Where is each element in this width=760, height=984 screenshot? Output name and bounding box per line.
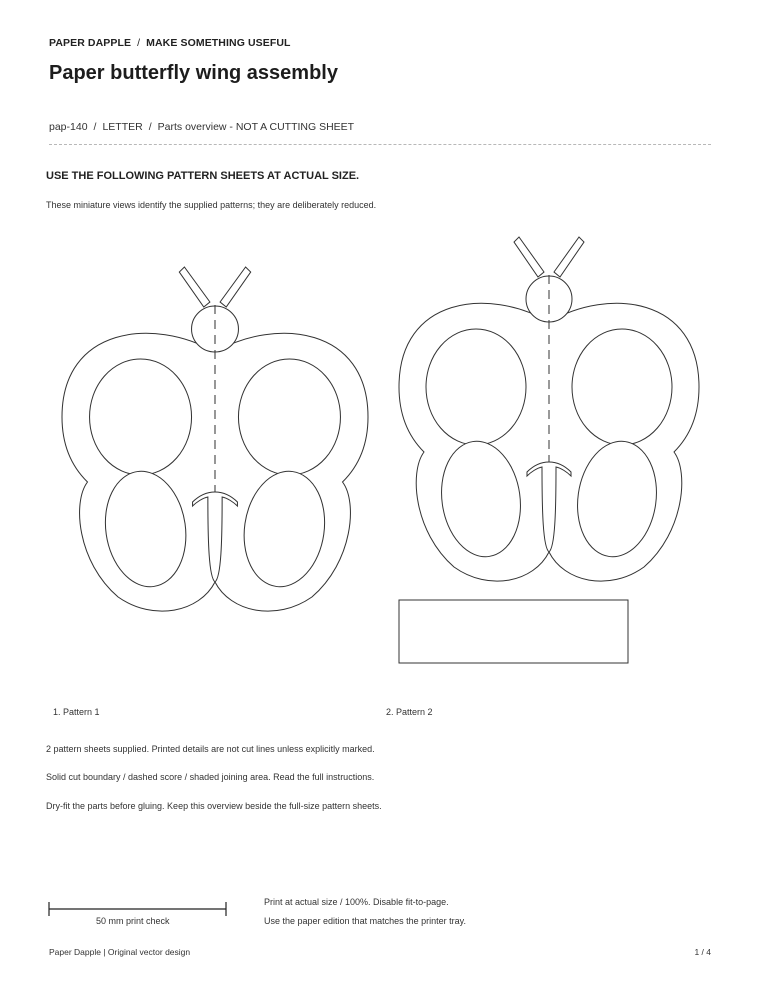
pattern-1-preview [62, 267, 368, 611]
scale-bar-label: 50 mm print check [96, 916, 170, 926]
print-note: Use the paper edition that matches the printer tray. [264, 916, 466, 926]
note-line: Dry-fit the parts before gluing. Keep this overview beside the full-size pattern sheets. [46, 801, 382, 811]
note-line: Solid cut boundary / dashed score / shaded joining area. Read the full instructions. [46, 772, 375, 782]
brand-name: PAPER DAPPLE [49, 37, 132, 49]
pattern-2-preview [399, 237, 699, 581]
pattern-2-strip [399, 600, 628, 663]
note-line: 2 pattern sheets supplied. Printed details are not cut lines unless explicitly marked. [46, 744, 375, 754]
pattern-code: pap-140 [49, 121, 88, 133]
sheet-kind: Parts overview - NOT A CUTTING SHEET [157, 121, 355, 133]
instructions-subheading: These miniature views identify the supplied patterns; they are deliberately reduced. [46, 200, 377, 210]
page-title: Paper butterfly wing assembly [49, 62, 338, 84]
brand-separator: / [137, 37, 141, 49]
paper-size: LETTER [102, 121, 143, 133]
scale-bar [49, 902, 226, 916]
instructions-heading: USE THE FOLLOWING PATTERN SHEETS AT ACTUAL SIZE. [46, 170, 360, 182]
meta-separator: / [93, 121, 97, 133]
pattern-caption: 2. Pattern 2 [386, 707, 433, 717]
footer-credit: Paper Dapple | Original vector design [49, 947, 191, 957]
page-number: 1 / 4 [694, 947, 711, 957]
meta-separator: / [148, 121, 152, 133]
print-note: Print at actual size / 100%. Disable fit-to-page. [264, 897, 449, 907]
pattern-caption: 1. Pattern 1 [53, 707, 100, 717]
brand-tagline: MAKE SOMETHING USEFUL [146, 37, 291, 49]
